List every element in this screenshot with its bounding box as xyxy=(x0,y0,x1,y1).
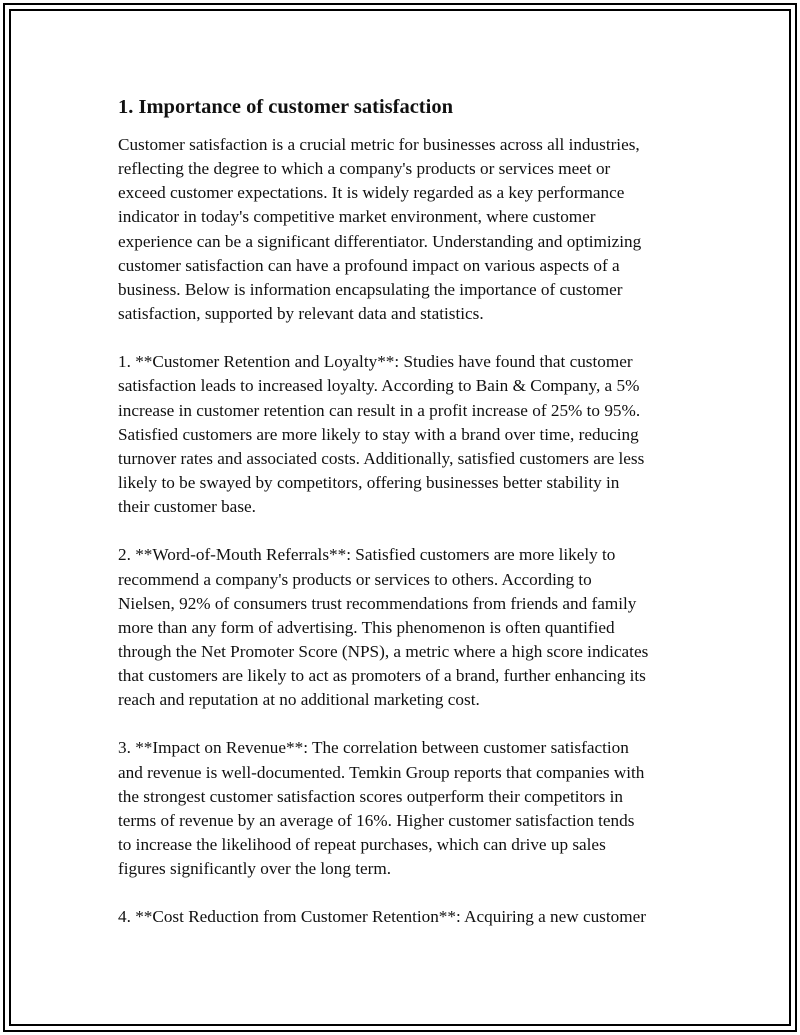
text-line: figures significantly over the long term. xyxy=(118,859,392,879)
text-line: business. Below is information encapsulating the importance of customer xyxy=(118,279,623,299)
text-line: through the Net Promoter Score (NPS), a metric where a high score indicates xyxy=(118,641,649,661)
text-line: to increase the likelihood of repeat purchases, which can drive up sales xyxy=(118,835,606,855)
retention-paragraph xyxy=(118,350,693,519)
text-line: 3. **Impact on Revenue**: The correlation between customer satisfaction xyxy=(118,738,629,758)
text-line: the strongest customer satisfaction scores outperform their competitors in xyxy=(118,786,623,806)
text-line: and revenue is well-documented. Temkin Group reports that companies with xyxy=(118,762,645,782)
text-line: that customers are likely to act as promoters of a brand, further enhancing its xyxy=(118,666,646,686)
text-line: likely to be swayed by competitors, offering businesses better stability in xyxy=(118,473,620,493)
text-line: terms of revenue by an average of 16%. Higher customer satisfaction tends xyxy=(118,810,635,830)
referrals-paragraph xyxy=(118,543,693,712)
text-line: turnover rates and associated costs. Additionally, satisfied customers are less xyxy=(118,448,645,468)
document-body xyxy=(118,94,693,954)
text-line: experience can be a significant differentiator. Understanding and optimizing xyxy=(118,231,642,251)
text-line: customer satisfaction can have a profound impact on various aspects of a xyxy=(118,255,620,275)
text-line: Nielsen, 92% of consumers trust recommendations from friends and family xyxy=(118,593,637,613)
section-heading: 1. Importance of customer satisfaction xyxy=(118,96,453,118)
text-line: reflecting the degree to which a company's products or services meet or xyxy=(118,159,611,179)
text-line: Customer satisfaction is a crucial metric for businesses across all industries, xyxy=(118,135,640,154)
text-line: increase in customer retention can result in a profit increase of 25% to 95%. xyxy=(118,400,641,420)
text-line: 4. **Cost Reduction from Customer Retention**: Acquiring a new customer xyxy=(118,907,646,927)
text-line: recommend a company's products or services to others. According to xyxy=(118,569,592,589)
text-line: 2. **Word-of-Mouth Referrals**: Satisfied customers are more likely to xyxy=(118,545,616,565)
cost-reduction-paragraph xyxy=(118,905,693,929)
text-line: 1. **Customer Retention and Loyalty**: Studies have found that customer xyxy=(118,352,633,372)
text-line: satisfaction, supported by relevant data and statistics. xyxy=(118,304,484,324)
text-line: more than any form of advertising. This phenomenon is often quantified xyxy=(118,617,615,637)
revenue-paragraph xyxy=(118,736,693,881)
text-line: their customer base. xyxy=(118,497,256,517)
text-line: satisfaction leads to increased loyalty. According to Bain & Company, a 5% xyxy=(118,376,640,396)
text-line: Satisfied customers are more likely to stay with a brand over time, reducing xyxy=(118,424,639,444)
intro-paragraph xyxy=(118,133,693,326)
text-line: indicator in today's competitive market environment, where customer xyxy=(118,207,596,227)
text-line: reach and reputation at no additional marketing cost. xyxy=(118,690,480,710)
text-line: exceed customer expectations. It is widely regarded as a key performance xyxy=(118,183,625,203)
